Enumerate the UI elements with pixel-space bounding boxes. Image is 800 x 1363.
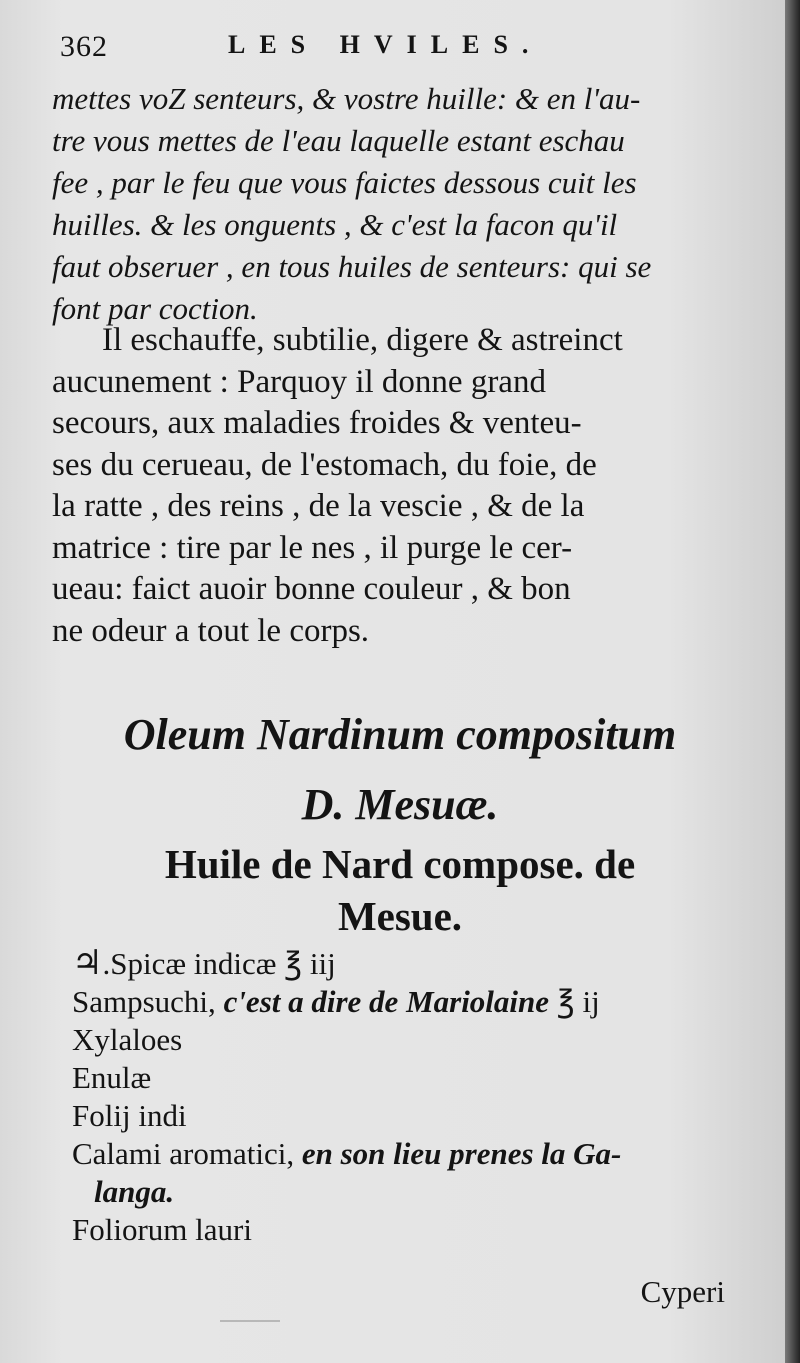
recipe-item: Folij indi	[72, 1098, 187, 1133]
heading-line: D. Mesuæ.	[301, 780, 499, 829]
french-heading	[40, 838, 760, 942]
measure: ℥ ij	[549, 984, 600, 1019]
body-paragraph	[52, 320, 742, 652]
recipe-item: Xylaloes	[72, 1022, 183, 1057]
catchword: Cyperi	[640, 1274, 725, 1309]
recipe-symbol: ♃	[72, 945, 103, 982]
recipe-item-continuation: langa.	[94, 1174, 175, 1209]
text-line: huilles. & les onguents , & c'est la facon qu'il	[52, 207, 618, 242]
italic-paragraph	[52, 78, 742, 330]
text-line: aucunement : Parquoy il donne grand	[52, 363, 546, 400]
recipe-list	[72, 945, 762, 1249]
text-line: la ratte , des reins , de la vescie , & de la	[52, 488, 585, 524]
text-line: matrice : tire par le nes , il purge le cer-	[52, 529, 573, 566]
recipe-item	[72, 945, 762, 983]
text-line: ne odeur a tout le corps.	[52, 612, 370, 649]
text-line: secours, aux maladies froides & venteu-	[52, 405, 582, 441]
page-number: 362	[60, 30, 108, 63]
faint-mark	[220, 1320, 280, 1322]
heading-line: Oleum Nardinum compositum	[123, 710, 677, 759]
ingredient-note: en son lieu prenes la Ga-	[294, 1136, 622, 1171]
recipe-item	[72, 1135, 762, 1173]
page-edge-shadow	[785, 0, 800, 1363]
ingredient-note: c'est a dire de Mariolaine	[215, 984, 550, 1019]
ingredient: Sampsuchi,	[72, 984, 216, 1019]
heading-line: Mesue.	[337, 893, 463, 939]
text-line: faut obseruer , en tous huiles de senteurs: qui se	[52, 249, 652, 284]
page-header	[60, 30, 543, 64]
text-line: tre vous mettes de l'eau laquelle estant eschau	[52, 123, 625, 158]
text-line: mettes voZ senteurs, & vostre huille: & en l'au-	[52, 81, 641, 116]
ingredient: Calami aromatici,	[72, 1136, 295, 1171]
recipe-item: Foliorum lauri	[72, 1212, 252, 1247]
recipe-item: Enulæ	[72, 1060, 152, 1095]
latin-heading	[40, 700, 760, 840]
heading-line: Huile de Nard compose. de	[164, 841, 636, 887]
text-line: Il eschauffe, subtilie, digere & astreinct	[102, 322, 623, 358]
text-line: fee , par le feu que vous faictes dessous cuit les	[52, 165, 637, 200]
ingredient: .Spicæ indicæ ℥ iij	[102, 946, 336, 981]
text-line: ses du cerueau, de l'estomach, du foie, de	[52, 446, 597, 483]
running-title: LES HVILES.	[228, 30, 543, 59]
recipe-item	[72, 983, 762, 1021]
text-line: ueau: faict auoir bonne couleur , & bon	[52, 571, 571, 607]
text-line: font par coction.	[52, 291, 258, 326]
